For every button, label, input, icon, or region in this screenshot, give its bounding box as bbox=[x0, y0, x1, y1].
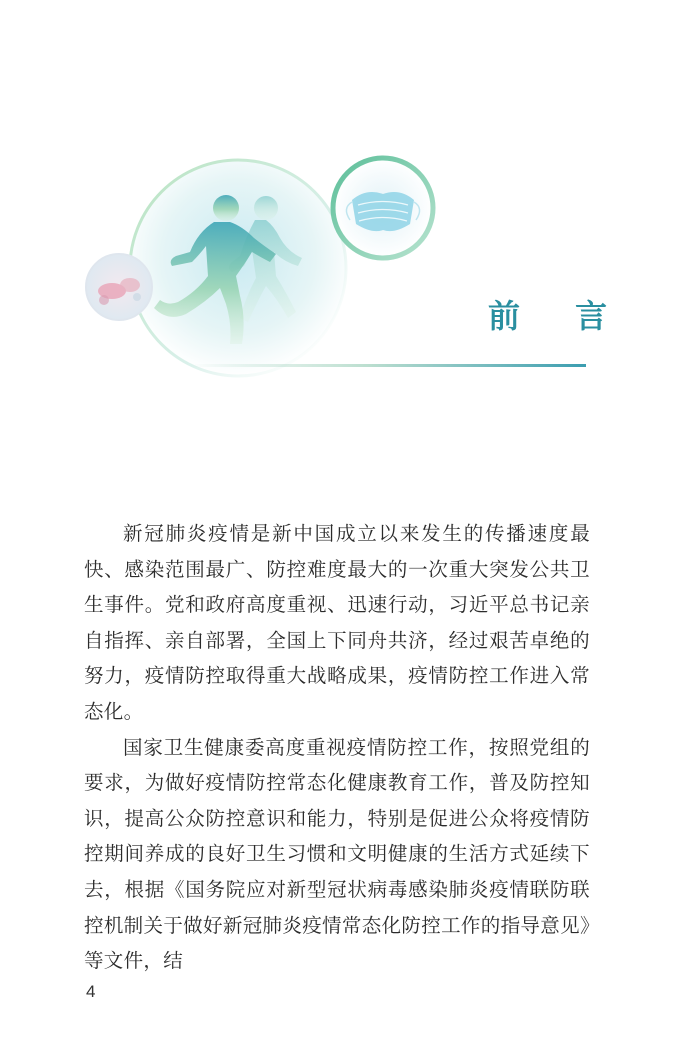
face-mask-icon bbox=[333, 158, 433, 258]
page-title: 前 言 bbox=[488, 297, 630, 335]
page-number: 4 bbox=[86, 982, 96, 1001]
virus-icon bbox=[86, 254, 152, 320]
paragraph: 国家卫生健康委高度重视疫情防控工作，按照党组的要求，为做好疫情防控常态化健康教育工作，普及防控知识，提高公众防控意识和能力，特别是促进公众将疫情防控期间养成的良好卫生习惯和文明健康的生活方式延续下去，根据《国务院应对新型冠状病毒感染肺炎疫情联防联控机制关于做好新冠肺炎疫情常态化防控工作的指导意见》等文件，结 bbox=[84, 735, 590, 973]
title-underline bbox=[190, 364, 586, 367]
body-text bbox=[84, 516, 590, 979]
paragraph: 新冠肺炎疫情是新中国成立以来发生的传播速度最快、感染范围最广、防控难度最大的一次重大突发公共卫生事件。党和政府高度重视、迅速行动，习近平总书记亲自指挥、亲自部署，全国上下同舟共济，经过艰苦卓绝的努力，疫情防控取得重大战略成果，疫情防控工作进入常态化。 bbox=[84, 522, 590, 723]
